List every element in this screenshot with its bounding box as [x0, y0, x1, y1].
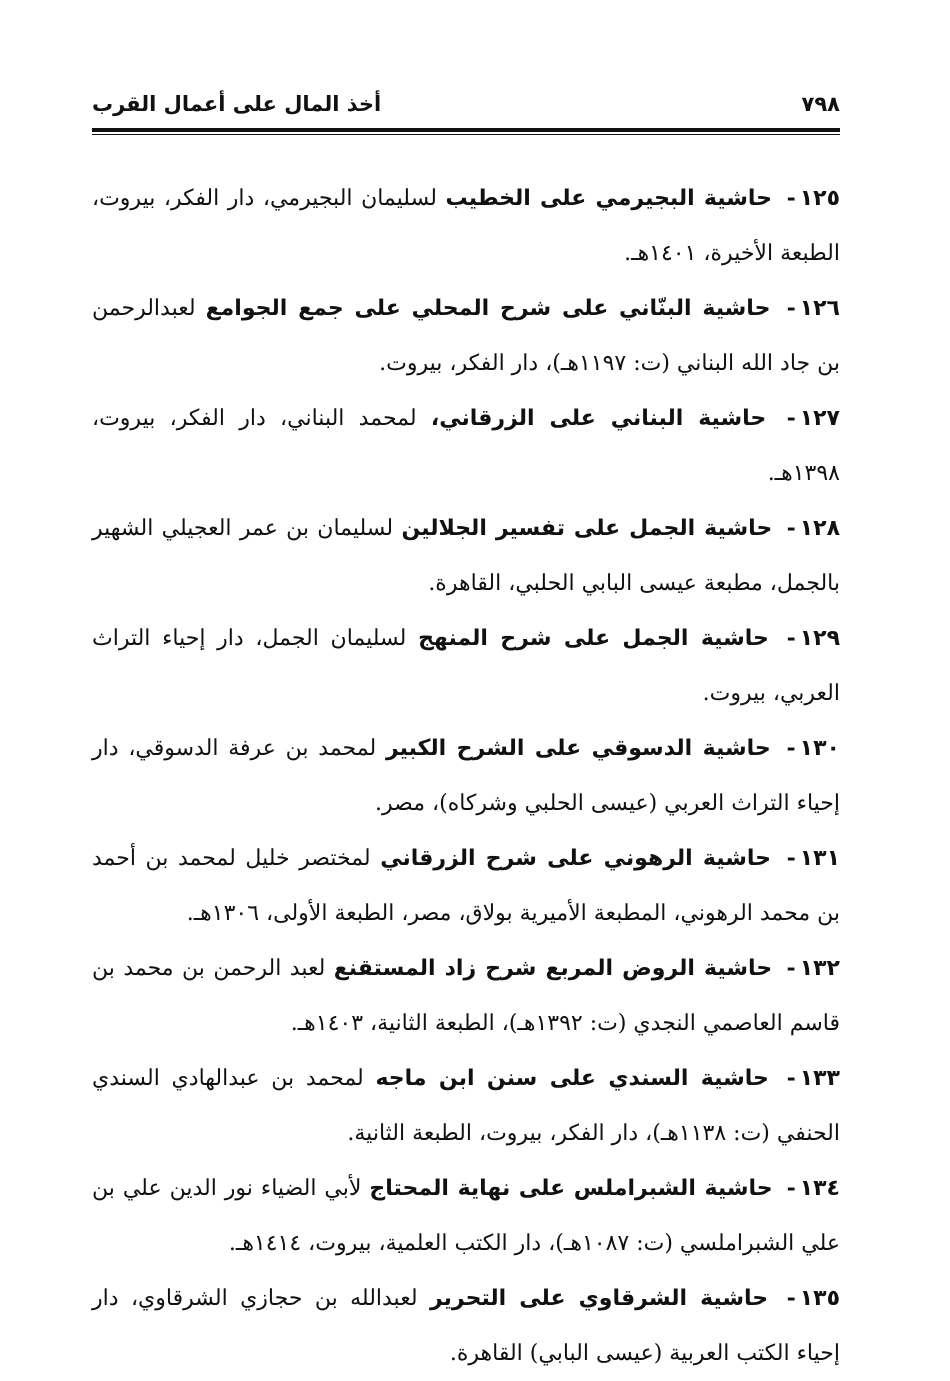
entry-separator: - [786, 405, 796, 431]
entry-separator: - [786, 625, 796, 651]
entry-title: حاشية الجمل على تفسير الجلالين [401, 516, 773, 541]
bibliography-entry [92, 941, 840, 1051]
entry-details: لمحمد بن عبدالهادي السندي الحنفي (ت: ١١٣٨هـ)، دار الفكر، بيروت، الطبعة الثانية. [92, 1066, 840, 1146]
entry-details: لعبدالله بن حجازي الشرقاوي، دار إحياء الكتب العربية (عيسى البابي) القاهرة. [92, 1286, 840, 1366]
entry-number: ١٢٨ [799, 516, 841, 541]
entry-separator: - [786, 955, 796, 981]
bibliography-entry [92, 831, 840, 941]
entry-title: حاشية البناني على الزرقاني، [430, 406, 767, 431]
entry-title: حاشية الدسوقي على الشرح الكبير [385, 736, 771, 761]
entry-number: ١٣٠ [799, 736, 840, 761]
entry-separator: - [786, 735, 796, 761]
entry-details: لسليمان البجيرمي، دار الفكر، بيروت، الطبعة الأخيرة، ١٤٠١هـ. [92, 186, 840, 266]
bibliography-entry [92, 501, 840, 611]
entry-number: ١٣٢ [799, 956, 840, 981]
entry-details: لمختصر خليل لمحمد بن أحمد بن محمد الرهوني، المطبعة الأميرية بولاق، مصر، الطبعة الأولى، ١٣٠٦هـ. [92, 846, 840, 926]
bibliography-entry [92, 1161, 840, 1271]
entry-separator: - [786, 185, 796, 211]
running-title: أخذ المال على أعمال القرب [92, 92, 382, 116]
bibliography-entry [92, 611, 840, 721]
entry-title: حاشية الرهوني على شرح الزرقاني [380, 846, 772, 871]
entry-details: لمحمد البناني، دار الفكر، بيروت، ١٣٩٨هـ. [92, 406, 840, 486]
bibliography-entry [92, 281, 840, 391]
entry-title: حاشية الشرقاوي على التحرير [429, 1286, 769, 1311]
entry-separator: - [786, 515, 796, 541]
entry-details: لمحمد بن عرفة الدسوقي، دار إحياء التراث العربي (عيسى الحلبي وشركاه)، مصر. [92, 736, 840, 816]
entry-number: ١٣٤ [799, 1176, 840, 1201]
page-header [92, 92, 840, 126]
book-page [92, 92, 840, 1381]
entry-separator: - [786, 295, 796, 321]
entry-number: ١٢٩ [799, 626, 841, 651]
entry-separator: - [786, 1065, 796, 1091]
entry-title: حاشية البنّاني على شرح المحلي على جمع الجوامع [205, 296, 771, 321]
bibliography-entry [92, 1051, 840, 1161]
entry-title: حاشية الشبراملس على نهاية المحتاج [369, 1176, 773, 1201]
bibliography-entry [92, 721, 840, 831]
entry-details: لعبدالرحمن بن جاد الله البناني (ت: ١١٩٧هـ)، دار الفكر، بيروت. [92, 296, 840, 376]
entry-number: ١٢٦ [799, 296, 840, 321]
entry-details: لأبي الضياء نور الدين علي بن علي الشبراملسي (ت: ١٠٨٧هـ)، دار الكتب العلمية، بيروت، ١٤١٤هـ. [92, 1176, 840, 1256]
entry-number: ١٣٥ [799, 1286, 841, 1311]
entry-details: لسليمان الجمل، دار إحياء التراث العربي، بيروت. [92, 626, 840, 706]
entry-title: حاشية الروض المربع شرح زاد المستقنع [333, 956, 773, 981]
bibliography-entry [92, 391, 840, 501]
entry-separator: - [786, 845, 796, 871]
bibliography-list [92, 171, 840, 1381]
entry-number: ١٣١ [799, 846, 841, 871]
entry-details: لعبد الرحمن بن محمد بن قاسم العاصمي النجدي (ت: ١٣٩٢هـ)، الطبعة الثانية، ١٤٠٣هـ. [92, 956, 840, 1036]
bibliography-entry [92, 171, 840, 281]
entry-separator: - [786, 1285, 796, 1311]
entry-details: لسليمان بن عمر العجيلي الشهير بالجمل، مطبعة عيسى البابي الحلبي، القاهرة. [92, 516, 840, 596]
entry-number: ١٣٣ [799, 1066, 840, 1091]
entry-title: حاشية البجيرمي على الخطيب [445, 186, 773, 211]
entry-number: ١٢٥ [799, 186, 841, 211]
entry-title: حاشية الجمل على شرح المنهج [418, 626, 769, 651]
entry-title: حاشية السندي على سنن ابن ماجه [375, 1066, 769, 1091]
bibliography-entry [92, 1271, 840, 1381]
entry-separator: - [786, 1175, 796, 1201]
page-number: ٧٩٨ [801, 92, 840, 116]
entry-number: ١٢٧ [799, 406, 840, 431]
header-rule-thin [92, 134, 840, 135]
header-rule-thick [92, 128, 840, 132]
